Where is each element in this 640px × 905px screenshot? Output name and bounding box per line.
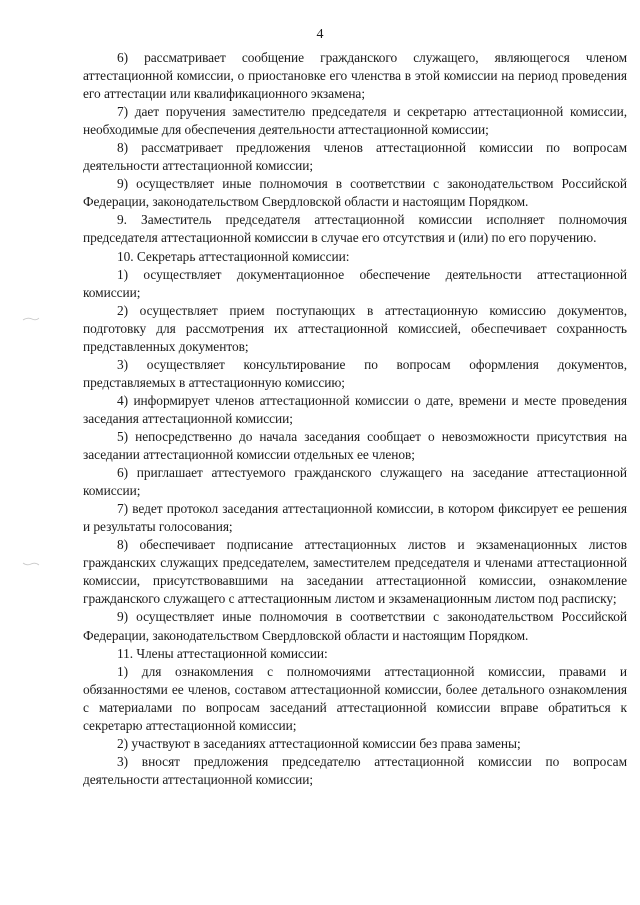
margin-scan-mark — [22, 561, 40, 567]
paragraph: 9) осуществляет иные полномочия в соответствии с законодательством Российской Федерации, законодательством Свердловской области и настоящим Порядком. — [83, 176, 627, 210]
paragraph: 1) осуществляет документационное обеспечение деятельности аттестационной комиссии; — [83, 266, 627, 300]
paragraph: 6) приглашает аттестуемого гражданского служащего на заседание аттестационной комиссии; — [83, 465, 627, 499]
paragraph: 3) вносят предложения председателю аттестационной комиссии по вопросам деятельности аттестационной комиссии; — [83, 753, 627, 787]
paragraph: 7) дает поручения заместителю председателя и секретарю аттестационной комиссии, необходимые для обеспечения деятельности аттестационной комиссии; — [83, 104, 627, 138]
paragraph: 2) осуществляет прием поступающих в аттестационную комиссию документов, подготовку для рассмотрения их аттестационной комиссией, обеспечивает сохранность представленных документов; — [83, 302, 627, 354]
paragraph: 3) осуществляет консультирование по вопросам оформления документов, представляемых в аттестационную комиссию; — [83, 356, 627, 390]
paragraph: 11. Члены аттестационной комиссии: — [117, 645, 328, 661]
paragraph: 1) для ознакомления с полномочиями аттестационной комиссии, правами и обязанностями ее членов, составом аттестационной комиссии, более детального ознакомления с материалами по вопросам заседаний аттестационной комиссии вправе обратиться к секретарю аттестационной комиссии; — [83, 663, 627, 733]
paragraph: 6) рассматривает сообщение гражданского служащего, являющегося членом аттестационной комиссии, о приостановке его членства в этой комиссии на период проведения его аттестации или квалификационного экзамена; — [83, 50, 627, 102]
paragraph: 9) осуществляет иные полномочия в соответствии с законодательством Российской Федерации, законодательством Свердловской области и настоящим Порядком. — [83, 609, 627, 643]
paragraph: 2) участвуют в заседаниях аттестационной комиссии без права замены; — [117, 735, 521, 751]
page-number: 4 — [316, 27, 324, 42]
document-body — [83, 49, 627, 789]
paragraph: 8) рассматривает предложения членов аттестационной комиссии по вопросам деятельности аттестационной комиссии; — [83, 140, 627, 174]
paragraph: 5) непосредственно до начала заседания сообщает о невозможности присутствия на заседании аттестационной комиссии отдельных ее членов; — [83, 428, 627, 463]
paragraph: 4) информирует членов аттестационной комиссии о дате, времени и месте проведения заседания аттестационной комиссии; — [83, 392, 627, 426]
paragraph: 10. Секретарь аттестационной комиссии: — [117, 248, 350, 264]
margin-scan-mark — [22, 316, 40, 322]
paragraph: 7) ведет протокол заседания аттестационной комиссии, в котором фиксирует ее решения и результаты голосования; — [83, 501, 627, 535]
paragraph: 9. Заместитель председателя аттестационной комиссии исполняет полномочия председателя аттестационной комиссии в случае его отсутствия и (или) по его поручению. — [83, 212, 627, 246]
paragraph: 8) обеспечивает подписание аттестационных листов и экзаменационных листов гражданских служащих председателем, заместителем председателя и членами аттестационной комиссии, присутствовавшими на заседании аттестационной комиссии, ознакомление гражданского служащего с аттестационным листом и экзаменационным листом под расписку; — [83, 537, 627, 607]
